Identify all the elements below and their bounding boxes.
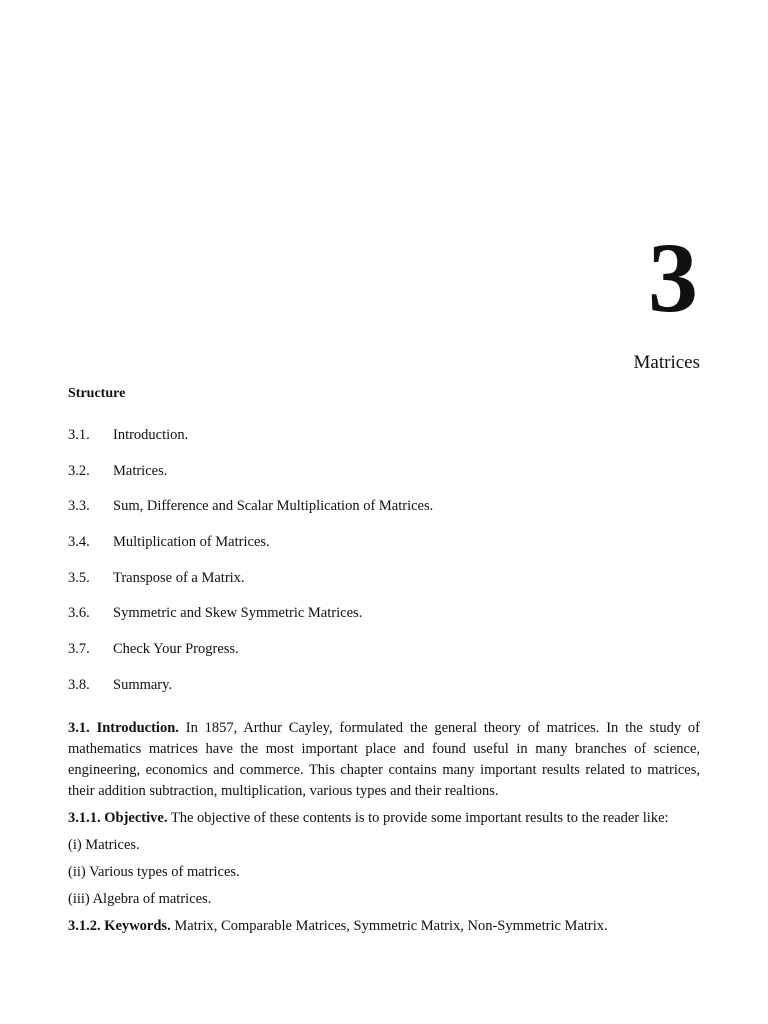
chapter-number: 3 — [648, 222, 698, 333]
toc-item-label: Sum, Difference and Scalar Multiplication of Matrices. — [113, 498, 434, 515]
toc-item-label: Summary. — [113, 676, 173, 693]
toc-item — [68, 531, 708, 567]
toc-item-label: Transpose of a Matrix. — [113, 569, 245, 586]
toc-item — [68, 567, 708, 603]
structure-list — [68, 424, 708, 710]
keywords-heading: 3.1.2. Keywords. — [68, 918, 171, 934]
body-content — [68, 718, 700, 937]
toc-item-number: 3.7. — [68, 641, 90, 658]
structure-heading: Structure — [68, 386, 126, 401]
objective-list-item: (i) Matrices. — [68, 837, 140, 853]
chapter-title: Matrices — [633, 352, 700, 373]
toc-item-label: Introduction. — [113, 427, 189, 443]
toc-item — [68, 638, 708, 674]
objective-heading: 3.1.1. Objective. — [68, 810, 168, 826]
toc-item — [68, 460, 708, 496]
toc-item-number: 3.3. — [68, 498, 90, 515]
keywords-text: Matrix, Comparable Matrices, Symmetric Matrix, Non-Symmetric Matrix. — [174, 918, 608, 934]
toc-item-number: 3.2. — [68, 462, 90, 479]
introduction-text: In 1857, Arthur Cayley, formulated the general theory of matrices. In the study of mathematics matrices have the most important place and found useful in many branches of science, engineering, economics and commerce. This chapter contains many important results related to matrices, their addition subtraction, multiplication, various types and their realtions. — [68, 720, 701, 799]
toc-item-label: Check Your Progress. — [113, 641, 239, 658]
objective-list-item: (iii) Algebra of matrices. — [68, 891, 212, 907]
toc-item-label: Matrices. — [113, 462, 168, 479]
toc-item — [68, 495, 708, 531]
introduction-paragraph — [68, 718, 700, 802]
toc-item-label: Multiplication of Matrices. — [113, 534, 270, 551]
toc-item — [68, 602, 708, 638]
toc-item-number: 3.4. — [68, 534, 90, 551]
keywords-paragraph — [68, 916, 700, 937]
toc-item-number: 3.6. — [68, 605, 90, 622]
objective-text: The objective of these contents is to provide some important results to the reader like: — [170, 810, 669, 826]
toc-item-number: 3.8. — [68, 676, 90, 693]
toc-item — [68, 424, 708, 460]
toc-item — [68, 674, 708, 710]
toc-item-number: 3.5. — [68, 569, 90, 586]
objective-list-item: (ii) Various types of matrices. — [68, 864, 240, 880]
introduction-heading: 3.1. Introduction. — [68, 720, 179, 736]
toc-item-label: Symmetric and Skew Symmetric Matrices. — [113, 605, 363, 622]
toc-item-number: 3.1. — [68, 427, 90, 443]
objective-paragraph — [68, 808, 700, 829]
